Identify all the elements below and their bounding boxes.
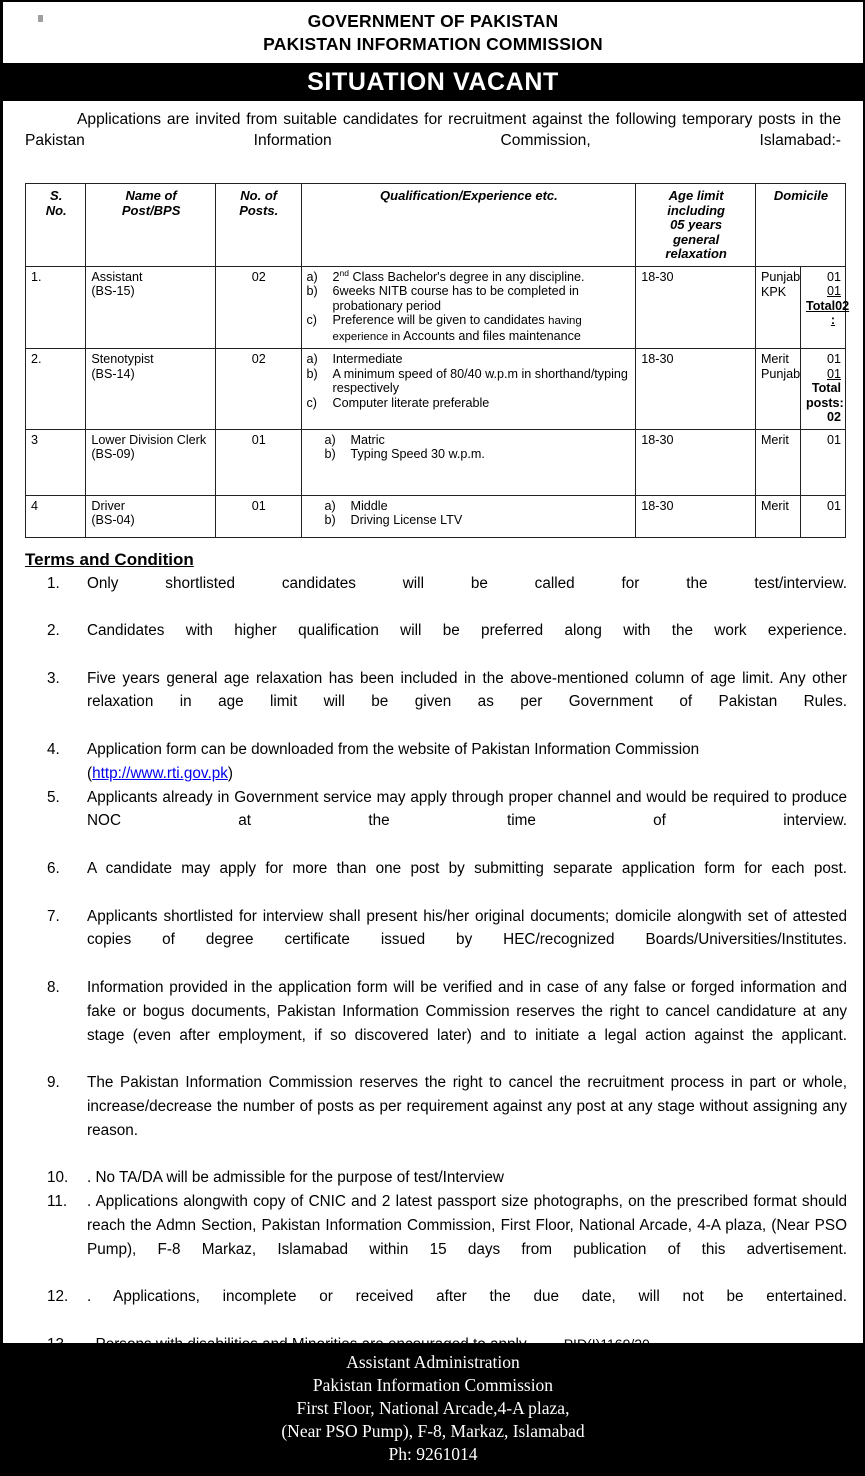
cell-qualification (301, 266, 636, 349)
qualification-item: b) A minimum speed of 80/40 w.p.m in shorthand/typing respectively (306, 366, 628, 395)
cell-serial: 2. (26, 349, 86, 430)
table-header-row (26, 184, 846, 267)
list-item: 9. The Pakistan Information Commission reserves the right to cancel the recruitment process in part or whole, increase/decrease the number of posts as per requirement against any post at any stage without assigning any reason. (47, 1074, 847, 1139)
col-header-qualification: Qualification/Experience etc. (301, 184, 636, 267)
footer-address-line1: First Floor, National Arcade,4-A plaza, (296, 1398, 570, 1418)
rti-website-link[interactable]: http://www.rti.gov.pk (92, 764, 228, 782)
qualification-text: 2nd Class Bachelor's degree in any discipline. (332, 267, 585, 284)
cell-domicile-counts: 01 01 Total : 02 (800, 266, 845, 349)
table-row (26, 429, 846, 495)
qualification-item: a) Matric (324, 432, 385, 447)
cell-age-limit: 18-30 (636, 266, 756, 349)
qualification-item: a) 2nd Class Bachelor's degree in any discipline. (307, 270, 632, 285)
qualification-text: Preference will be given to candidates having experience in Accounts and files maintenance (332, 313, 582, 343)
cell-post-name: Stenotypist (BS-14) (86, 349, 216, 430)
qualification-item: a) Middle (324, 498, 388, 513)
vacancy-table (25, 183, 850, 538)
list-item: 3. Five years general age relaxation has been included in the above-mentioned column of age limit. Any other relaxation in age limit will be given as per Government of Pakistan Rules. (47, 669, 847, 711)
cell-domicile-counts: 01 (800, 495, 845, 537)
cell-domicile-names: Merit Punjab (755, 349, 800, 430)
cell-post-name: Lower Division Clerk (BS-09) (86, 429, 216, 495)
cell-qualification (301, 495, 636, 537)
list-item: 7. Applicants shortlisted for interview shall present his/her original documents; domicile alongwith set of attested copies of degree certificate issued by HEC/recognized Boards/Universities/Institutes. (47, 907, 847, 949)
vacancy-table-body (26, 266, 850, 537)
footer-organization: Pakistan Information Commission (312, 1375, 554, 1395)
list-item: 1. Only shortlisted candidates will be called for the test/interview. (47, 574, 847, 592)
list-item: 11. . Applications alongwith copy of CNIC and 2 latest passport size photographs, on the prescribed format should reach the Admn Section, Pakistan Information Commission, First Floor, National Arcade, 4-A plaza, (Near PSO Pump), F-8 Markaz, Islamabad within 15 days from publication of this advertisement. (47, 1193, 847, 1258)
table-row (26, 349, 846, 430)
cell-no-of-posts: 01 (215, 495, 301, 537)
qualification-item: c) Computer literate preferable (306, 395, 490, 410)
intro-paragraph: Applications are invited from suitable candidates for recruitment against the following temporary posts in the Pakistan Information Commission, Islamabad:- (25, 111, 841, 149)
list-item: 10. . No TA/DA will be admissible for the purpose of test/Interview (47, 1169, 504, 1187)
document-header (3, 2, 863, 56)
cell-age-limit: 18-30 (636, 495, 756, 537)
cell-age-limit: 18-30 (636, 429, 756, 495)
terms-list (25, 572, 847, 1357)
col-header-serial: S. No. (26, 184, 86, 267)
domicile-total: Total posts: 02 (805, 381, 844, 424)
terms-heading: Terms and Condition (25, 549, 194, 569)
list-item: 12. . Applications, incomplete or received after the due date, will not be entertained. (47, 1288, 847, 1306)
list-item: 8. Information provided in the application form will be verified and in case of any false or forged information and fake or bogus documents, Pakistan Information Commission reserves the right to cancel candidature at any stage (even after employment, if so discovered later) and to initiate a legal action against the applicant. (47, 979, 847, 1044)
cell-serial: 3 (26, 429, 86, 495)
footer-address-line2: (Near PSO Pump), F-8, Markaz, Islamabad (281, 1421, 585, 1441)
terms-item-with-link: Application form can be downloaded from the website of Pakistan Information Commission (http://www.rti.gov.pk) (87, 741, 700, 782)
cell-domicile-names: Merit (755, 429, 800, 495)
table-row (26, 266, 846, 349)
vacancy-table-head (26, 184, 846, 267)
cell-no-of-posts: 01 (215, 429, 301, 495)
cell-post-name: Assistant (BS-15) (86, 266, 216, 349)
footer-phone: Ph: 9261014 (388, 1444, 478, 1464)
cell-domicile-names: Merit (755, 495, 800, 537)
col-header-domicile: Domicile (755, 184, 845, 267)
cell-qualification (301, 349, 636, 430)
cell-qualification (301, 429, 636, 495)
qualification-item: b) 6weeks NITB course has to be completed in probationary period (306, 284, 579, 313)
domicile-total: Total : 02 (805, 298, 850, 327)
cell-serial: 1. (26, 266, 86, 349)
col-header-age-limit: Age limit including 05 years general relaxation (636, 184, 756, 267)
cell-domicile-counts: 01 (800, 429, 845, 495)
organization-title: PAKISTAN INFORMATION COMMISSION (263, 34, 603, 54)
col-header-post-name: Name of Post/BPS (86, 184, 216, 267)
list-item: 6. A candidate may apply for more than one post by submitting separate application form for each post. (47, 860, 847, 878)
scan-artifact-speck (38, 15, 43, 22)
cell-domicile-names: Punjab KPK (755, 266, 800, 349)
vacancy-table-wrapper (25, 183, 850, 538)
document-footer (3, 1343, 863, 1476)
cell-no-of-posts: 02 (215, 349, 301, 430)
cell-post-name: Driver (BS-04) (86, 495, 216, 537)
list-item: 5. Applicants already in Government service may apply through proper channel and would be required to produce NOC at the time of interview. (47, 788, 847, 830)
list-item: 2. Candidates with higher qualification will be preferred along with the work experience. (47, 622, 847, 640)
qualification-item: b) Driving License LTV (324, 513, 463, 527)
qualification-item: b) Typing Speed 30 w.p.m. (324, 447, 485, 461)
cell-no-of-posts: 02 (215, 266, 301, 349)
cell-age-limit: 18-30 (636, 349, 756, 430)
government-title: GOVERNMENT OF PAKISTAN (307, 11, 559, 31)
qualification-item: c) Preference will be given to candidates having experience in Accounts and files maintenance (307, 313, 632, 344)
situation-vacant-banner: SITUATION VACANT (3, 63, 863, 101)
table-row (26, 495, 846, 537)
list-item: 4. Application form can be downloaded from the website of Pakistan Information Commission (http://www.rti.gov.pk) (25, 738, 847, 786)
col-header-no-of-posts: No. of Posts. (215, 184, 301, 267)
cell-serial: 4 (26, 495, 86, 537)
cell-domicile-counts: 01 01 Total posts: 02 (800, 349, 845, 430)
footer-designation: Assistant Administration (346, 1352, 520, 1372)
qualification-item: a) Intermediate (306, 352, 403, 366)
